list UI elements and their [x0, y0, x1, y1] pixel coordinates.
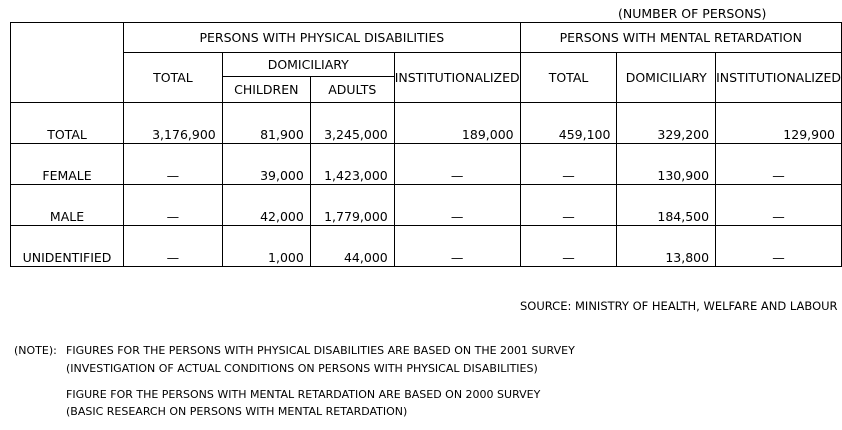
mental-domiciliary-cell: 329,200 [617, 103, 716, 144]
table-row [11, 185, 842, 226]
note-label: (NOTE): [14, 344, 57, 357]
mental-total-cell: — [520, 226, 617, 267]
row-label: UNIDENTIFIED [11, 226, 124, 267]
physical-total-cell: 3,176,900 [124, 103, 223, 144]
note-line-4: (BASIC RESEARCH ON PERSONS WITH MENTAL RETARDATION) [66, 405, 408, 418]
row-label: MALE [11, 185, 124, 226]
note-line-2: (INVESTIGATION OF ACTUAL CONDITIONS ON PERSONS WITH PHYSICAL DISABILITIES) [66, 362, 538, 375]
physical-total-cell: — [124, 144, 223, 185]
physical-total-cell: — [124, 185, 223, 226]
mental-institutionalized-cell: — [716, 226, 842, 267]
physical-adults-cell: 3,245,000 [310, 103, 394, 144]
physical-adults-cell: 1,423,000 [310, 144, 394, 185]
physical-children-cell: 42,000 [222, 185, 310, 226]
header-physical-domiciliary: DOMICILIARY [222, 53, 394, 77]
header-adults: ADULTS [310, 77, 394, 103]
header-physical-total: TOTAL [124, 53, 223, 103]
header-physical-institutionalized: INSTITUTIONALIZED [394, 53, 520, 103]
mental-domiciliary-cell: 184,500 [617, 185, 716, 226]
mental-institutionalized-cell: 129,900 [716, 103, 842, 144]
mental-total-cell: 459,100 [520, 103, 617, 144]
note-line-1: FIGURES FOR THE PERSONS WITH PHYSICAL DISABILITIES ARE BASED ON THE 2001 SURVEY [66, 344, 575, 357]
mental-institutionalized-cell: — [716, 185, 842, 226]
physical-children-cell: 39,000 [222, 144, 310, 185]
physical-children-cell: 1,000 [222, 226, 310, 267]
row-label: TOTAL [11, 103, 124, 144]
physical-adults-cell: 44,000 [310, 226, 394, 267]
source-note: SOURCE: MINISTRY OF HEALTH, WELFARE AND LABOUR [520, 299, 838, 313]
header-children: CHILDREN [222, 77, 310, 103]
physical-institutionalized-cell: 189,000 [394, 103, 520, 144]
mental-domiciliary-cell: 130,900 [617, 144, 716, 185]
row-label: FEMALE [11, 144, 124, 185]
physical-children-cell: 81,900 [222, 103, 310, 144]
table-row [11, 226, 842, 267]
header-physical: PERSONS WITH PHYSICAL DISABILITIES [124, 23, 521, 53]
physical-adults-cell: 1,779,000 [310, 185, 394, 226]
mental-total-cell: — [520, 144, 617, 185]
disabilities-table [10, 22, 842, 267]
mental-institutionalized-cell: — [716, 144, 842, 185]
table-row [11, 103, 842, 144]
note-line-3: FIGURE FOR THE PERSONS WITH MENTAL RETARDATION ARE BASED ON 2000 SURVEY [66, 388, 541, 401]
corner-cell [11, 23, 124, 103]
physical-institutionalized-cell: — [394, 144, 520, 185]
physical-institutionalized-cell: — [394, 226, 520, 267]
header-mental-domiciliary: DOMICILIARY [617, 53, 716, 103]
table-row [11, 144, 842, 185]
header-mental-total: TOTAL [520, 53, 617, 103]
mental-domiciliary-cell: 13,800 [617, 226, 716, 267]
header-mental: PERSONS WITH MENTAL RETARDATION [520, 23, 841, 53]
mental-total-cell: — [520, 185, 617, 226]
physical-institutionalized-cell: — [394, 185, 520, 226]
header-mental-institutionalized: INSTITUTIONALIZED [716, 53, 842, 103]
physical-total-cell: — [124, 226, 223, 267]
unit-label: (NUMBER OF PERSONS) [618, 6, 767, 21]
